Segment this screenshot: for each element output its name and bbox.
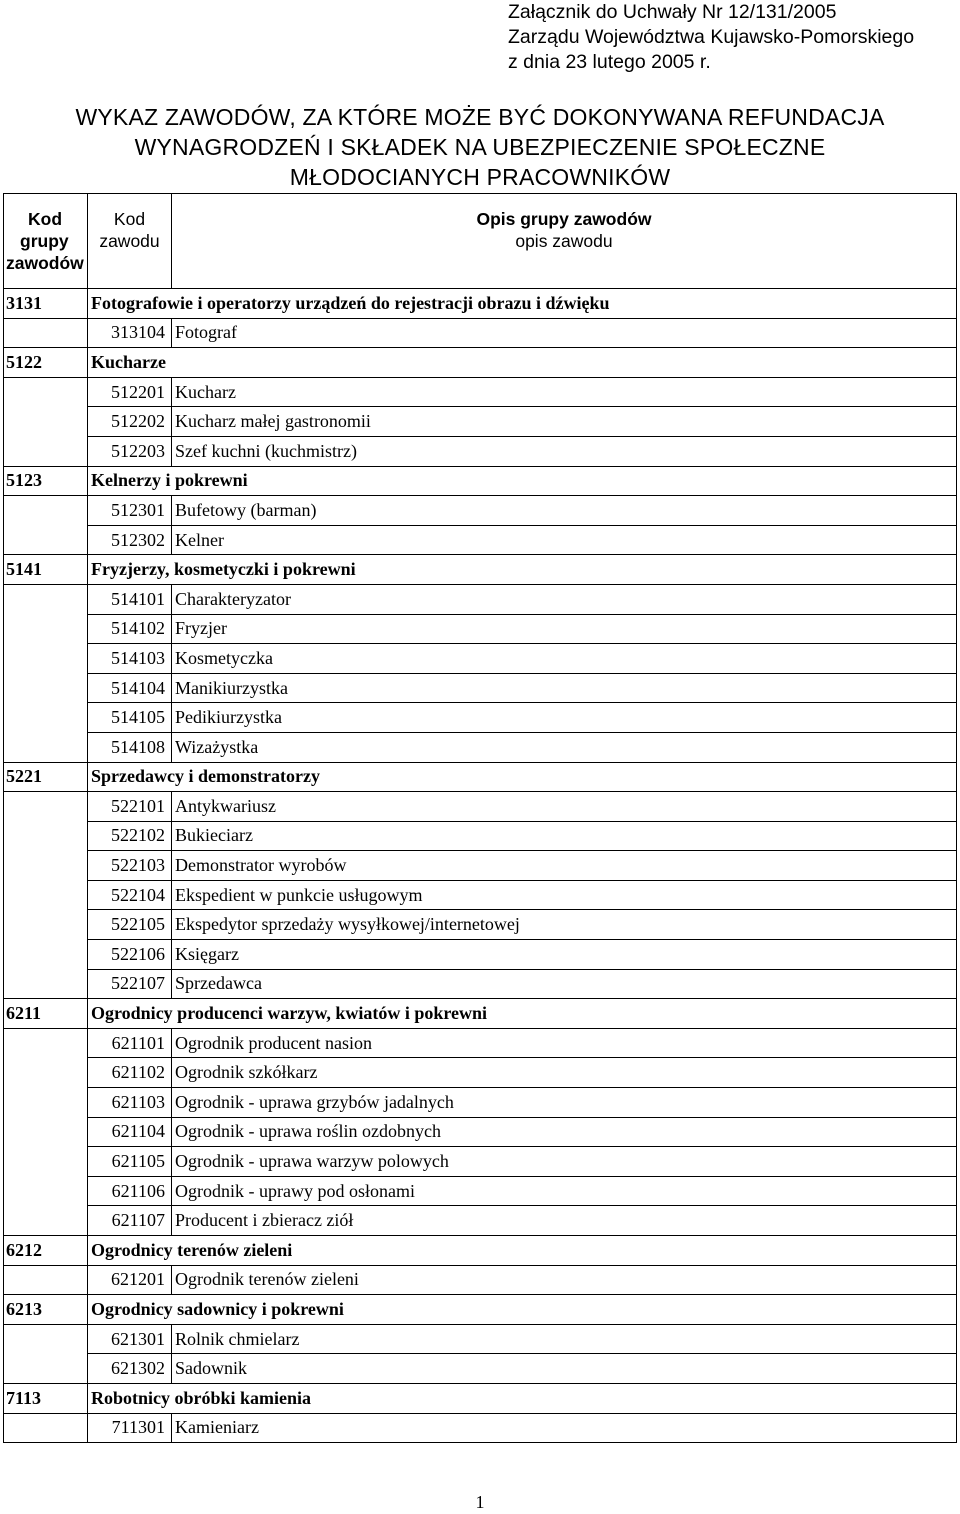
empty-group-cell (4, 969, 88, 999)
header-group-code-line-3: zawodów (6, 253, 84, 273)
table-header-row (4, 194, 957, 289)
occupation-name: Kucharz małej gastronomii (172, 407, 957, 437)
empty-group-cell (4, 732, 88, 762)
occupation-name: Demonstrator wyrobów (172, 851, 957, 881)
empty-group-cell (4, 614, 88, 644)
group-row (4, 466, 957, 496)
occupation-row (4, 703, 957, 733)
occupation-name: Kamieniarz (172, 1413, 957, 1443)
occupation-code: 621103 (88, 1088, 172, 1118)
group-code: 6211 (4, 999, 88, 1029)
occupation-row (4, 673, 957, 703)
group-name: Kelnerzy i pokrewni (88, 466, 957, 496)
annex-line-1: Załącznik do Uchwały Nr 12/131/2005 (508, 1, 837, 23)
group-row (4, 1236, 957, 1266)
empty-group-cell (4, 940, 88, 970)
occupation-row (4, 644, 957, 674)
group-row (4, 762, 957, 792)
empty-group-cell (4, 910, 88, 940)
header-group-code-line-1: Kod (28, 209, 63, 229)
empty-group-cell (4, 851, 88, 881)
occupation-row (4, 1354, 957, 1384)
occupation-code: 621301 (88, 1324, 172, 1354)
empty-group-cell (4, 1176, 88, 1206)
header-group-code-line-2: grupy (20, 231, 69, 251)
annex-header (508, 0, 914, 75)
group-row (4, 348, 957, 378)
empty-group-cell (4, 1413, 88, 1443)
empty-group-cell (4, 436, 88, 466)
occupation-name: Ogrodnik - uprawa warzyw polowych (172, 1147, 957, 1177)
occupation-name: Kelner (172, 525, 957, 555)
occupation-code: 621107 (88, 1206, 172, 1236)
occupation-code: 313104 (88, 318, 172, 348)
group-row (4, 999, 957, 1029)
title-line-2: WYNAGRODZEŃ I SKŁADEK NA UBEZPIECZENIE SPOŁECZNE (134, 134, 826, 160)
header-description-line-1: Opis grupy zawodów (476, 209, 652, 229)
empty-group-cell (4, 1058, 88, 1088)
occupation-name: Ogrodnik terenów zieleni (172, 1265, 957, 1295)
occupation-row (4, 1206, 957, 1236)
group-name: Ogrodnicy sadownicy i pokrewni (88, 1295, 957, 1325)
occupation-name: Pedikiurzystka (172, 703, 957, 733)
group-code: 3131 (4, 289, 88, 319)
occupation-row (4, 407, 957, 437)
empty-group-cell (4, 407, 88, 437)
occupation-row (4, 1176, 957, 1206)
occupation-code: 514104 (88, 673, 172, 703)
occupation-code: 522101 (88, 792, 172, 822)
document-title (0, 102, 960, 192)
occupation-row (4, 910, 957, 940)
occupation-row (4, 1324, 957, 1354)
occupation-name: Ogrodnik szkółkarz (172, 1058, 957, 1088)
occupation-name: Antykwariusz (172, 792, 957, 822)
occupation-row (4, 1265, 957, 1295)
group-name: Fryzjerzy, kosmetyczki i pokrewni (88, 555, 957, 585)
occupation-code: 621302 (88, 1354, 172, 1384)
empty-group-cell (4, 1265, 88, 1295)
occupation-row (4, 377, 957, 407)
occupation-name: Charakteryzator (172, 584, 957, 614)
occupation-code: 514102 (88, 614, 172, 644)
occupation-code: 621105 (88, 1147, 172, 1177)
occupation-row (4, 851, 957, 881)
group-code: 6212 (4, 1236, 88, 1266)
occupation-name: Wizażystka (172, 732, 957, 762)
empty-group-cell (4, 496, 88, 526)
occupation-row (4, 1058, 957, 1088)
header-occupation-code (88, 194, 172, 289)
occupation-code: 514105 (88, 703, 172, 733)
occupation-code: 514101 (88, 584, 172, 614)
occupation-name: Szef kuchni (kuchmistrz) (172, 436, 957, 466)
occupation-row (4, 792, 957, 822)
occupation-row (4, 1028, 957, 1058)
occupation-row (4, 969, 957, 999)
group-code: 5221 (4, 762, 88, 792)
occupation-name: Ekspedient w punkcie usługowym (172, 880, 957, 910)
group-code: 6213 (4, 1295, 88, 1325)
group-name: Robotnicy obróbki kamienia (88, 1383, 957, 1413)
occupation-name: Kucharz (172, 377, 957, 407)
occupation-name: Fryzjer (172, 614, 957, 644)
empty-group-cell (4, 644, 88, 674)
occupation-row (4, 880, 957, 910)
occupation-name: Manikiurzystka (172, 673, 957, 703)
empty-group-cell (4, 1117, 88, 1147)
occupation-code: 621102 (88, 1058, 172, 1088)
empty-group-cell (4, 1028, 88, 1058)
group-row (4, 1383, 957, 1413)
annex-line-2: Zarządu Województwa Kujawsko-Pomorskiego (508, 26, 915, 48)
occupation-name: Rolnik chmielarz (172, 1324, 957, 1354)
table-body (4, 289, 957, 1443)
occupation-code: 514108 (88, 732, 172, 762)
occupation-code: 621106 (88, 1176, 172, 1206)
occupation-code: 512301 (88, 496, 172, 526)
header-group-code (4, 194, 88, 289)
empty-group-cell (4, 318, 88, 348)
occupations-table (3, 193, 957, 1443)
header-occupation-code-line-1: Kod (113, 209, 146, 229)
occupation-code: 522107 (88, 969, 172, 999)
occupation-row (4, 1088, 957, 1118)
group-code: 5123 (4, 466, 88, 496)
occupation-name: Sadownik (172, 1354, 957, 1384)
empty-group-cell (4, 1324, 88, 1354)
occupation-name: Księgarz (172, 940, 957, 970)
empty-group-cell (4, 673, 88, 703)
occupation-name: Ogrodnik - uprawa roślin ozdobnych (172, 1117, 957, 1147)
occupation-row (4, 525, 957, 555)
occupation-code: 621104 (88, 1117, 172, 1147)
empty-group-cell (4, 1147, 88, 1177)
occupation-name: Sprzedawca (172, 969, 957, 999)
group-name: Fotografowie i operatorzy urządzeń do rejestracji obrazu i dźwięku (88, 289, 957, 319)
group-row (4, 289, 957, 319)
occupation-name: Ekspedytor sprzedaży wysyłkowej/internetowej (172, 910, 957, 940)
occupation-code: 711301 (88, 1413, 172, 1443)
annex-line-3: z dnia 23 lutego 2005 r. (508, 51, 711, 73)
group-row (4, 555, 957, 585)
group-code: 5141 (4, 555, 88, 585)
occupation-name: Ogrodnik - uprawa grzybów jadalnych (172, 1088, 957, 1118)
occupation-name: Bukieciarz (172, 821, 957, 851)
occupation-code: 522103 (88, 851, 172, 881)
occupation-code: 522105 (88, 910, 172, 940)
group-code: 7113 (4, 1383, 88, 1413)
occupation-row (4, 1413, 957, 1443)
empty-group-cell (4, 377, 88, 407)
occupation-row (4, 821, 957, 851)
occupation-name: Ogrodnik producent nasion (172, 1028, 957, 1058)
occupation-row (4, 436, 957, 466)
header-description-line-2: opis zawodu (515, 231, 613, 251)
occupation-code: 512202 (88, 407, 172, 437)
occupation-code: 512302 (88, 525, 172, 555)
occupation-row (4, 614, 957, 644)
header-occupation-code-line-2: zawodu (99, 231, 160, 251)
occupation-code: 512201 (88, 377, 172, 407)
group-name: Ogrodnicy terenów zieleni (88, 1236, 957, 1266)
occupation-code: 522106 (88, 940, 172, 970)
title-line-1: WYKAZ ZAWODÓW, ZA KTÓRE MOŻE BYĆ DOKONYWANA REFUNDACJA (75, 104, 885, 130)
group-code: 5122 (4, 348, 88, 378)
occupation-row (4, 1147, 957, 1177)
empty-group-cell (4, 1088, 88, 1118)
occupation-code: 514103 (88, 644, 172, 674)
occupation-name: Bufetowy (barman) (172, 496, 957, 526)
empty-group-cell (4, 703, 88, 733)
occupation-row (4, 496, 957, 526)
occupation-code: 522104 (88, 880, 172, 910)
group-name: Sprzedawcy i demonstratorzy (88, 762, 957, 792)
occupation-code: 522102 (88, 821, 172, 851)
occupation-name: Kosmetyczka (172, 644, 957, 674)
occupation-code: 512203 (88, 436, 172, 466)
group-name: Kucharze (88, 348, 957, 378)
group-row (4, 1295, 957, 1325)
occupation-name: Producent i zbieracz ziół (172, 1206, 957, 1236)
empty-group-cell (4, 792, 88, 822)
occupation-code: 621101 (88, 1028, 172, 1058)
occupation-row (4, 1117, 957, 1147)
empty-group-cell (4, 1206, 88, 1236)
occupation-code: 621201 (88, 1265, 172, 1295)
empty-group-cell (4, 880, 88, 910)
empty-group-cell (4, 584, 88, 614)
occupation-row (4, 732, 957, 762)
page-number: 1 (475, 1492, 485, 1512)
header-description (172, 194, 957, 289)
occupation-row (4, 940, 957, 970)
occupation-row (4, 318, 957, 348)
title-line-3: MŁODOCIANYCH PRACOWNIKÓW (289, 164, 671, 190)
occupation-row (4, 584, 957, 614)
empty-group-cell (4, 1354, 88, 1384)
empty-group-cell (4, 525, 88, 555)
occupation-name: Fotograf (172, 318, 957, 348)
occupation-name: Ogrodnik - uprawy pod osłonami (172, 1176, 957, 1206)
group-name: Ogrodnicy producenci warzyw, kwiatów i pokrewni (88, 999, 957, 1029)
empty-group-cell (4, 821, 88, 851)
